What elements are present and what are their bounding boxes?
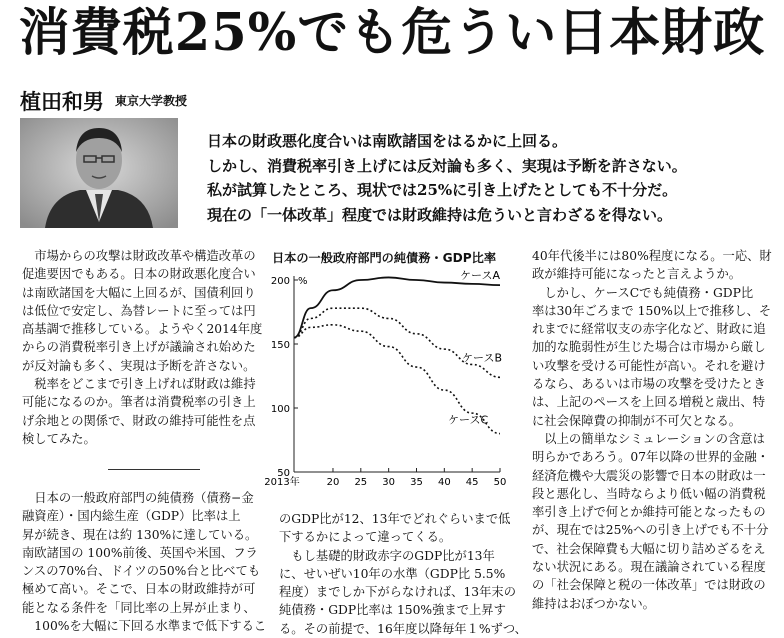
series-label: ケースC xyxy=(448,413,489,427)
lead-line: 現在の「一体改革」程度では財政維持は危ういと言わざるを得ない。 xyxy=(207,205,673,224)
text-line: ンスの70%台、ドイツの50%台と比べても xyxy=(22,564,261,579)
text-line: が、現在では25%への引き上げでも不十分 xyxy=(532,523,769,538)
text-line: は低位で安定し、為替レートに至っては円 xyxy=(22,303,256,318)
author-portrait-image xyxy=(20,118,178,228)
text-line: 促進要因でもある。日本の財政悪化度合い xyxy=(22,267,256,282)
text-line: ない状況にある。現在議論されている程度 xyxy=(532,560,766,575)
author-name: 植田和男 xyxy=(20,90,104,114)
text-line: 税率をどこまで引き上げれば財政は維持 xyxy=(22,377,256,392)
series-line-case-a xyxy=(294,277,500,337)
series-label: ケースB xyxy=(462,351,502,365)
text-line: 昇が続き、現在は約 130%に達している。 xyxy=(22,527,258,542)
lead-line: 私が試算したところ、現状では25%に引き上げたとしても不十分だ。 xyxy=(207,181,678,200)
x-tick-label: 45 xyxy=(465,477,479,488)
text-line: に社会保障費の抑制が不可欠となる。 xyxy=(532,413,742,428)
headline: 消費税25%でも危うい日本財政 xyxy=(18,3,766,63)
column-3 xyxy=(532,247,772,613)
x-tick-label: 30 xyxy=(382,477,396,488)
text-line: 経済危機や大震災の影響で日本の財政は一 xyxy=(532,468,766,483)
text-line: 検してみた。 xyxy=(22,431,96,446)
text-line: 市場からの攻撃は財政改革や構造改革の xyxy=(22,249,256,263)
chart-title: 日本の一般政府部門の純債務・GDP比率 xyxy=(272,251,497,265)
text-line: で、社会保障費も大幅に切り詰めざるをえ xyxy=(532,541,766,556)
x-tick-label: 25 xyxy=(354,477,368,488)
y-tick-label: 50 xyxy=(277,468,290,479)
text-line: 率は30年ごろまで 150%以上で推移し、そ xyxy=(532,303,772,318)
lead-paragraph xyxy=(207,129,687,227)
text-line: は南欧諸国を大幅に上回るが、国債利回り xyxy=(22,285,256,300)
series-line-case-b xyxy=(294,308,500,377)
x-tick-label: 35 xyxy=(410,477,423,488)
author-title: 東京大学教授 xyxy=(115,94,188,108)
text-line: 40年代後半には80%程度になる。一応、財 xyxy=(532,249,772,263)
text-line: のGDP比が12、13年でどれぐらいまで低 xyxy=(279,512,511,526)
column-1-continued xyxy=(22,489,267,635)
text-line: 可能になるのか。筆者は消費税率の引き上 xyxy=(22,395,256,410)
text-line: れまでに経常収支の赤字化など、財政に追 xyxy=(532,322,766,337)
lead-line: しかし、消費税率引き上げには反対論も多く、実現は予断を許さない。 xyxy=(207,156,687,175)
y-tick-label: 150 xyxy=(270,340,290,351)
text-line: 日本の一般政府部門の純債務（債務−金 xyxy=(22,491,254,505)
text-line: る。その前提で、16年度以降毎年１%ずつ、 xyxy=(279,621,527,636)
text-line: 以上の簡単なシミュレーションの含意は xyxy=(532,431,765,446)
x-tick-label: 40 xyxy=(437,477,451,488)
text-line: 極めて高い。そこで、日本の財政維持が可 xyxy=(22,582,256,597)
text-line: が反対論も多く、実現は予断を許さない。 xyxy=(22,358,256,373)
text-line: 100%を大幅に下回る水準まで低下するこ xyxy=(22,619,267,634)
y-tick-label: 200 xyxy=(270,276,290,287)
y-tick-label: 100 xyxy=(270,404,290,415)
text-line: 能となる条件を「同比率の上昇が止まり、 xyxy=(22,600,256,615)
text-line: 高基調で推移している。ようやく2014年度 xyxy=(22,322,263,337)
text-line: は、上記のペースを上回る増税と歳出、特 xyxy=(532,395,766,410)
debt-ratio-chart xyxy=(264,266,514,500)
text-line: るなら、あるいは市場の攻撃を受けたとき xyxy=(532,377,766,392)
text-line: げ余地との関係で、財政の維持可能性を点 xyxy=(22,413,256,428)
lead-line: 日本の財政悪化度合いは南欧諸国をはるかに上回る。 xyxy=(207,132,568,150)
text-line: 下するかによって違ってくる。 xyxy=(279,530,452,545)
x-tick-label: 2013年 xyxy=(264,477,300,488)
author-photo xyxy=(20,118,178,228)
text-line: もし基礎的財政赤字のGDP比が13年 xyxy=(279,548,495,563)
text-line: に、せいぜい10年の水準（GDP比 5.5% xyxy=(279,566,506,581)
text-line: 程度）までしか下がらなければ、13年末の xyxy=(279,585,516,600)
x-tick-label: 50 xyxy=(493,477,507,488)
text-line: 明らかであろう。07年以降の世界的金融・ xyxy=(532,450,769,465)
text-line: 段と悪化し、当時ならより低い幅の消費税 xyxy=(532,486,766,501)
text-line: 維持はおぼつかない。 xyxy=(532,596,655,611)
text-line: 融資産）・国内総生産（GDP）比率は上 xyxy=(22,509,241,524)
text-line: 純債務・GDP比率は 150%強まで上昇す xyxy=(279,603,506,618)
text-line: い攻撃を受ける可能性が高い。それを避け xyxy=(532,358,766,373)
text-line: 南欧諸国の 100%前後、英国や米国、フラ xyxy=(22,545,258,560)
y-unit-label: % xyxy=(298,276,308,287)
text-line: 率引き上げで何とか維持可能となったもの xyxy=(532,505,766,520)
text-line: の「社会保障と税の一体改革」では財政の xyxy=(532,578,766,593)
column-1 xyxy=(22,247,263,448)
series-label: ケースA xyxy=(460,269,500,283)
text-line: しかし、ケースCでも純債務・GDP比 xyxy=(532,285,754,300)
text-line: からの消費税率引き上げが議論され始めた xyxy=(22,340,256,355)
section-divider xyxy=(108,469,200,470)
text-line: 加的な脆弱性が生じた場合は市場から厳し xyxy=(532,340,766,355)
column-2 xyxy=(279,510,527,638)
text-line: 政が維持可能になったと言えようか。 xyxy=(532,267,742,282)
x-tick-label: 20 xyxy=(326,477,340,488)
